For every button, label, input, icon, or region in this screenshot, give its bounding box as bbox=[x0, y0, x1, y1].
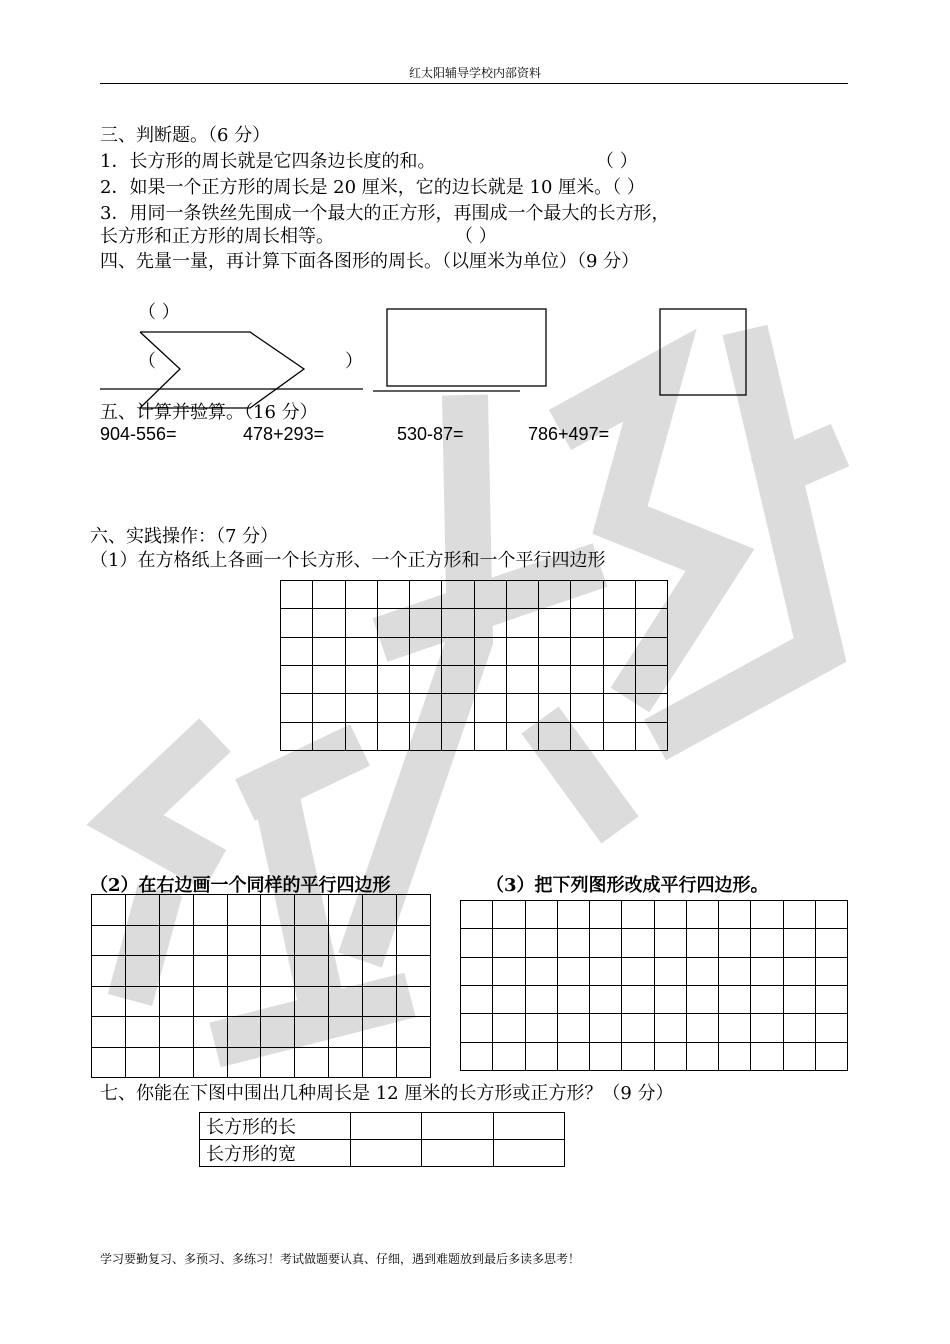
grid-cell[interactable] bbox=[193, 986, 227, 1017]
section-4-title: 四、先量一量，再计算下面各图形的周长。（以厘米为单位）（9 分） bbox=[100, 251, 640, 272]
grid-cell[interactable] bbox=[227, 956, 261, 987]
grid-cell[interactable] bbox=[654, 901, 686, 929]
grid-cell[interactable] bbox=[622, 957, 654, 985]
section-5-title: 五、计算并验算。（16 分） bbox=[100, 402, 318, 423]
grid-cell[interactable] bbox=[493, 901, 525, 929]
grid-cell[interactable] bbox=[363, 895, 397, 926]
grid-cell[interactable] bbox=[313, 609, 345, 637]
grid-cell[interactable] bbox=[363, 1047, 397, 1078]
grid-cell[interactable] bbox=[719, 901, 751, 929]
arrow-measure-blank-left[interactable]: （ bbox=[138, 351, 156, 372]
grid-paper-3[interactable] bbox=[460, 900, 848, 1071]
problem-1: 904-556= bbox=[100, 424, 177, 444]
grid-cell[interactable] bbox=[539, 694, 571, 722]
grid-cell[interactable] bbox=[654, 1042, 686, 1070]
grid-cell[interactable] bbox=[227, 986, 261, 1017]
grid-cell[interactable] bbox=[261, 895, 295, 926]
grid-cell[interactable] bbox=[377, 637, 409, 665]
row-label-length: 长方形的长 bbox=[200, 1113, 351, 1140]
question-3-line-1: 3．用同一条铁丝先围成一个最大的正方形，再围成一个最大的长方形， bbox=[100, 203, 670, 224]
grid-cell[interactable] bbox=[603, 581, 635, 609]
grid-cell[interactable] bbox=[590, 929, 622, 957]
grid-cell[interactable] bbox=[193, 895, 227, 926]
grid-cell[interactable] bbox=[261, 1047, 295, 1078]
question-3-line-2: 长方形和正方形的周长相等。 bbox=[100, 226, 334, 247]
grid-cell[interactable] bbox=[493, 929, 525, 957]
grid-cell[interactable] bbox=[329, 956, 363, 987]
grid-cell[interactable] bbox=[329, 986, 363, 1017]
grid-cell[interactable] bbox=[557, 901, 589, 929]
grid-cell[interactable] bbox=[345, 665, 377, 693]
grid-row bbox=[92, 1017, 431, 1048]
grid-cell[interactable] bbox=[461, 1014, 493, 1042]
grid-cell[interactable] bbox=[281, 637, 313, 665]
grid-cell[interactable] bbox=[557, 1014, 589, 1042]
grid-cell[interactable] bbox=[227, 1017, 261, 1048]
grid-row bbox=[461, 1042, 848, 1070]
grid-cell[interactable] bbox=[539, 665, 571, 693]
grid-cell[interactable] bbox=[603, 609, 635, 637]
grid-cell[interactable] bbox=[442, 665, 474, 693]
section-7-title: 七、你能在下图中围出几种周长是 12 厘米的长方形或正方形？（9 分） bbox=[100, 1083, 674, 1104]
grid-cell[interactable] bbox=[751, 1014, 783, 1042]
grid-cell[interactable] bbox=[363, 956, 397, 987]
table-row bbox=[200, 1140, 565, 1167]
grid-cell[interactable] bbox=[159, 1047, 193, 1078]
grid-cell[interactable] bbox=[329, 1047, 363, 1078]
grid-cell[interactable] bbox=[474, 694, 506, 722]
grid-cell[interactable] bbox=[474, 665, 506, 693]
grid-cell[interactable] bbox=[295, 1047, 329, 1078]
grid-row bbox=[461, 901, 848, 929]
grid-cell[interactable] bbox=[397, 1017, 431, 1048]
grid-cell[interactable] bbox=[345, 581, 377, 609]
grid-cell[interactable] bbox=[397, 895, 431, 926]
grid-cell[interactable] bbox=[815, 929, 847, 957]
grid-paper-2[interactable] bbox=[91, 894, 431, 1078]
grid-cell[interactable] bbox=[751, 901, 783, 929]
task-3: （3）把下列图形改成平行四边形。 bbox=[486, 875, 769, 896]
grid-cell[interactable] bbox=[442, 609, 474, 637]
grid-cell[interactable] bbox=[125, 1047, 159, 1078]
grid-cell[interactable] bbox=[719, 1042, 751, 1070]
grid-cell[interactable] bbox=[125, 956, 159, 987]
grid-cell[interactable] bbox=[474, 637, 506, 665]
grid-cell[interactable] bbox=[377, 581, 409, 609]
grid-cell[interactable] bbox=[281, 665, 313, 693]
grid-cell[interactable] bbox=[92, 925, 126, 956]
answer-cell[interactable] bbox=[422, 1113, 493, 1140]
grid-cell[interactable] bbox=[557, 985, 589, 1013]
grid-cell[interactable] bbox=[442, 581, 474, 609]
grid-cell[interactable] bbox=[539, 722, 571, 750]
grid-row bbox=[281, 637, 668, 665]
grid-cell[interactable] bbox=[571, 665, 603, 693]
grid-cell[interactable] bbox=[461, 957, 493, 985]
grid-cell[interactable] bbox=[261, 956, 295, 987]
grid-cell[interactable] bbox=[719, 957, 751, 985]
grid-cell[interactable] bbox=[377, 694, 409, 722]
grid-cell[interactable] bbox=[261, 986, 295, 1017]
grid-cell[interactable] bbox=[410, 665, 442, 693]
grid-cell[interactable] bbox=[571, 694, 603, 722]
grid-cell[interactable] bbox=[329, 1017, 363, 1048]
grid-cell[interactable] bbox=[313, 637, 345, 665]
question-3-answer-blank[interactable]: （ ） bbox=[455, 226, 497, 247]
grid-cell[interactable] bbox=[590, 985, 622, 1013]
grid-cell[interactable] bbox=[686, 1014, 718, 1042]
grid-cell[interactable] bbox=[525, 957, 557, 985]
grid-cell[interactable] bbox=[506, 722, 538, 750]
grid-cell[interactable] bbox=[125, 1017, 159, 1048]
grid-cell[interactable] bbox=[751, 1042, 783, 1070]
grid-cell[interactable] bbox=[635, 665, 667, 693]
grid-cell[interactable] bbox=[686, 901, 718, 929]
arrow-shape bbox=[140, 332, 304, 408]
grid-cell[interactable] bbox=[603, 694, 635, 722]
grid-cell[interactable] bbox=[539, 637, 571, 665]
grid-cell[interactable] bbox=[345, 694, 377, 722]
grid-cell[interactable] bbox=[410, 722, 442, 750]
grid-cell[interactable] bbox=[363, 986, 397, 1017]
grid-cell[interactable] bbox=[261, 925, 295, 956]
grid-cell[interactable] bbox=[295, 956, 329, 987]
grid-cell[interactable] bbox=[654, 985, 686, 1013]
grid-cell[interactable] bbox=[590, 957, 622, 985]
grid-cell[interactable] bbox=[557, 929, 589, 957]
grid-cell[interactable] bbox=[571, 722, 603, 750]
grid-cell[interactable] bbox=[783, 929, 815, 957]
grid-cell[interactable] bbox=[295, 986, 329, 1017]
grid-paper-1[interactable] bbox=[280, 580, 668, 751]
grid-cell[interactable] bbox=[345, 609, 377, 637]
grid-cell[interactable] bbox=[92, 1017, 126, 1048]
grid-row bbox=[461, 985, 848, 1013]
grid-cell[interactable] bbox=[281, 722, 313, 750]
grid-cell[interactable] bbox=[719, 929, 751, 957]
grid-cell[interactable] bbox=[159, 895, 193, 926]
question-1-answer-blank[interactable]: （ ） bbox=[596, 151, 638, 172]
grid-cell[interactable] bbox=[493, 1042, 525, 1070]
grid-cell[interactable] bbox=[603, 637, 635, 665]
grid-cell[interactable] bbox=[474, 722, 506, 750]
grid-row bbox=[92, 895, 431, 926]
grid-cell[interactable] bbox=[506, 581, 538, 609]
grid-cell[interactable] bbox=[377, 665, 409, 693]
grid-cell[interactable] bbox=[571, 637, 603, 665]
grid-row bbox=[281, 722, 668, 750]
grid-cell[interactable] bbox=[525, 929, 557, 957]
grid-cell[interactable] bbox=[410, 609, 442, 637]
grid-cell[interactable] bbox=[281, 694, 313, 722]
grid-cell[interactable] bbox=[590, 901, 622, 929]
grid-cell[interactable] bbox=[159, 925, 193, 956]
grid-cell[interactable] bbox=[377, 722, 409, 750]
question-2: 2．如果一个正方形的周长是 20 厘米，它的边长就是 10 厘米。（ ） bbox=[100, 177, 645, 198]
grid-cell[interactable] bbox=[227, 895, 261, 926]
grid-cell[interactable] bbox=[783, 1014, 815, 1042]
grid-cell[interactable] bbox=[329, 895, 363, 926]
grid-cell[interactable] bbox=[525, 901, 557, 929]
page-footer: 学习要勤复习、多预习、多练习！考试做题要认真、仔细，遇到难题放到最后多读多思考！ bbox=[100, 1252, 581, 1266]
grid-cell[interactable] bbox=[295, 895, 329, 926]
grid-cell[interactable] bbox=[719, 985, 751, 1013]
grid-cell[interactable] bbox=[751, 957, 783, 985]
grid-cell[interactable] bbox=[622, 929, 654, 957]
grid-cell[interactable] bbox=[313, 665, 345, 693]
grid-cell[interactable] bbox=[571, 609, 603, 637]
grid-cell[interactable] bbox=[363, 1017, 397, 1048]
grid-row bbox=[281, 609, 668, 637]
grid-cell[interactable] bbox=[329, 925, 363, 956]
grid-cell[interactable] bbox=[461, 929, 493, 957]
grid-cell[interactable] bbox=[506, 637, 538, 665]
answer-cell[interactable] bbox=[351, 1140, 422, 1167]
grid-cell[interactable] bbox=[654, 929, 686, 957]
grid-cell[interactable] bbox=[281, 581, 313, 609]
grid-row bbox=[461, 929, 848, 957]
grid-cell[interactable] bbox=[125, 925, 159, 956]
grid-cell[interactable] bbox=[397, 956, 431, 987]
grid-cell[interactable] bbox=[410, 694, 442, 722]
grid-cell[interactable] bbox=[313, 694, 345, 722]
grid-row bbox=[461, 1014, 848, 1042]
grid-cell[interactable] bbox=[397, 925, 431, 956]
grid-cell[interactable] bbox=[525, 1014, 557, 1042]
grid-row bbox=[281, 665, 668, 693]
square-shape bbox=[660, 309, 746, 395]
grid-cell[interactable] bbox=[635, 694, 667, 722]
grid-cell[interactable] bbox=[815, 985, 847, 1013]
grid-cell[interactable] bbox=[506, 694, 538, 722]
grid-cell[interactable] bbox=[295, 1017, 329, 1048]
grid-row bbox=[92, 1047, 431, 1078]
grid-cell[interactable] bbox=[159, 1017, 193, 1048]
grid-cell[interactable] bbox=[783, 1042, 815, 1070]
grid-cell[interactable] bbox=[654, 1014, 686, 1042]
answer-cell[interactable] bbox=[493, 1140, 564, 1167]
grid-cell[interactable] bbox=[525, 985, 557, 1013]
grid-cell[interactable] bbox=[92, 895, 126, 926]
section-3-title: 三、判断题。（6 分） bbox=[100, 125, 271, 146]
grid-cell[interactable] bbox=[493, 985, 525, 1013]
grid-cell[interactable] bbox=[622, 901, 654, 929]
grid-cell[interactable] bbox=[493, 957, 525, 985]
answer-cell[interactable] bbox=[351, 1113, 422, 1140]
grid-cell[interactable] bbox=[622, 1042, 654, 1070]
grid-cell[interactable] bbox=[461, 985, 493, 1013]
grid-cell[interactable] bbox=[261, 1017, 295, 1048]
grid-cell[interactable] bbox=[751, 985, 783, 1013]
grid-cell[interactable] bbox=[345, 637, 377, 665]
grid-cell[interactable] bbox=[635, 722, 667, 750]
grid-cell[interactable] bbox=[313, 581, 345, 609]
grid-cell[interactable] bbox=[815, 1042, 847, 1070]
grid-cell[interactable] bbox=[571, 581, 603, 609]
answer-cell[interactable] bbox=[493, 1113, 564, 1140]
grid-cell[interactable] bbox=[159, 956, 193, 987]
grid-cell[interactable] bbox=[635, 581, 667, 609]
grid-cell[interactable] bbox=[92, 956, 126, 987]
grid-cell[interactable] bbox=[635, 609, 667, 637]
grid-cell[interactable] bbox=[603, 722, 635, 750]
grid-cell[interactable] bbox=[442, 694, 474, 722]
grid-row bbox=[461, 957, 848, 985]
task-1: （1）在方格纸上各画一个长方形、一个正方形和一个平行四边形 bbox=[90, 550, 606, 571]
grid-cell[interactable] bbox=[686, 957, 718, 985]
grid-cell[interactable] bbox=[193, 925, 227, 956]
grid-cell[interactable] bbox=[622, 1014, 654, 1042]
grid-cell[interactable] bbox=[635, 637, 667, 665]
grid-cell[interactable] bbox=[377, 609, 409, 637]
grid-cell[interactable] bbox=[159, 986, 193, 1017]
grid-cell[interactable] bbox=[815, 901, 847, 929]
grid-cell[interactable] bbox=[461, 1042, 493, 1070]
grid-cell[interactable] bbox=[474, 581, 506, 609]
question-1: 1．长方形的周长就是它四条边长度的和。 bbox=[100, 151, 436, 172]
problem-3: 530-87= bbox=[397, 424, 464, 444]
grid-cell[interactable] bbox=[193, 1017, 227, 1048]
problem-2: 478+293= bbox=[243, 424, 325, 444]
grid-cell[interactable] bbox=[125, 895, 159, 926]
grid-cell[interactable] bbox=[493, 1014, 525, 1042]
grid-cell[interactable] bbox=[193, 1047, 227, 1078]
grid-cell[interactable] bbox=[410, 637, 442, 665]
task-2: （2）在右边画一个同样的平行四边形 bbox=[90, 875, 391, 896]
grid-cell[interactable] bbox=[125, 986, 159, 1017]
grid-cell[interactable] bbox=[397, 986, 431, 1017]
grid-cell[interactable] bbox=[539, 609, 571, 637]
grid-cell[interactable] bbox=[557, 957, 589, 985]
grid-cell[interactable] bbox=[590, 1042, 622, 1070]
grid-cell[interactable] bbox=[603, 665, 635, 693]
grid-row bbox=[92, 925, 431, 956]
answer-cell[interactable] bbox=[422, 1140, 493, 1167]
grid-cell[interactable] bbox=[539, 581, 571, 609]
grid-cell[interactable] bbox=[686, 1042, 718, 1070]
rectangle-shape bbox=[387, 309, 546, 386]
grid-cell[interactable] bbox=[442, 637, 474, 665]
perimeter-table bbox=[199, 1112, 565, 1167]
grid-cell[interactable] bbox=[783, 901, 815, 929]
arrow-measure-blank-top[interactable]: （ ） bbox=[138, 302, 180, 323]
grid-cell[interactable] bbox=[622, 985, 654, 1013]
grid-cell[interactable] bbox=[783, 985, 815, 1013]
grid-cell[interactable] bbox=[227, 925, 261, 956]
grid-cell[interactable] bbox=[506, 665, 538, 693]
grid-cell[interactable] bbox=[442, 722, 474, 750]
grid-row bbox=[281, 694, 668, 722]
grid-cell[interactable] bbox=[410, 581, 442, 609]
grid-cell[interactable] bbox=[557, 1042, 589, 1070]
table-row bbox=[200, 1113, 565, 1140]
grid-cell[interactable] bbox=[815, 957, 847, 985]
grid-cell[interactable] bbox=[193, 956, 227, 987]
grid-cell[interactable] bbox=[92, 986, 126, 1017]
grid-cell[interactable] bbox=[783, 957, 815, 985]
grid-cell[interactable] bbox=[474, 609, 506, 637]
problem-4: 786+497= bbox=[528, 424, 610, 444]
grid-cell[interactable] bbox=[815, 1014, 847, 1042]
grid-cell[interactable] bbox=[313, 722, 345, 750]
grid-row bbox=[281, 581, 668, 609]
grid-cell[interactable] bbox=[719, 1014, 751, 1042]
grid-cell[interactable] bbox=[686, 985, 718, 1013]
section-6-title: 六、实践操作：（7 分） bbox=[90, 526, 279, 547]
grid-cell[interactable] bbox=[751, 929, 783, 957]
row-label-width: 长方形的宽 bbox=[200, 1140, 351, 1167]
grid-cell[interactable] bbox=[281, 609, 313, 637]
grid-cell[interactable] bbox=[686, 929, 718, 957]
grid-cell[interactable] bbox=[506, 609, 538, 637]
grid-cell[interactable] bbox=[525, 1042, 557, 1070]
page-header: 红太阳辅导学校内部资料 bbox=[408, 66, 541, 80]
arrow-measure-blank-right[interactable]: ） bbox=[345, 351, 363, 372]
grid-cell[interactable] bbox=[654, 957, 686, 985]
grid-cell[interactable] bbox=[227, 1047, 261, 1078]
grid-cell[interactable] bbox=[345, 722, 377, 750]
grid-cell[interactable] bbox=[363, 925, 397, 956]
grid-cell[interactable] bbox=[92, 1047, 126, 1078]
grid-cell[interactable] bbox=[461, 901, 493, 929]
grid-cell[interactable] bbox=[590, 1014, 622, 1042]
grid-cell[interactable] bbox=[295, 925, 329, 956]
grid-row bbox=[92, 956, 431, 987]
grid-row bbox=[92, 986, 431, 1017]
grid-cell[interactable] bbox=[397, 1047, 431, 1078]
